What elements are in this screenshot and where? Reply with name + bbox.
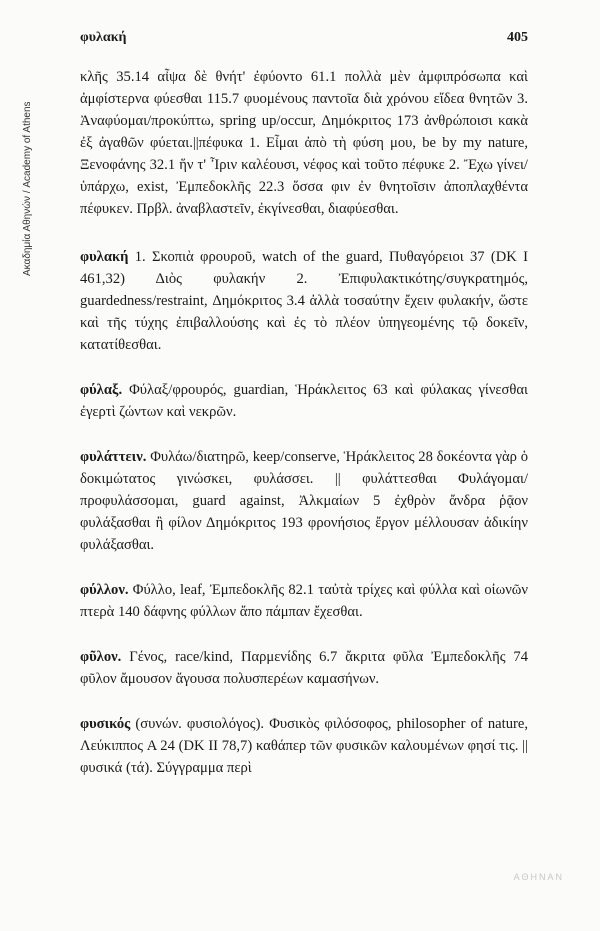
entry-lemma: φυσικός <box>80 716 131 732</box>
entry-text: 1. Σκοπιὰ φρουροῦ, watch of the guard, Πυθαγόρειοι 37 (DK I 461,32) Διὸς φυλακήν 2. Ἐπιφυλακτικότης/συγκρατημός, guardedness/restraint, Δημόκριτος 3.4 ἀλλὰ τοσαύτην ἔχειν φυλακήν, ὥστε καὶ τῆς τύχης ἐπιβαλλούσης καὶ ἐς τὸ πλέον ὑπηγεομένης τῷ δοκεῖν, κατατίθεσθαι. <box>80 249 528 353</box>
entry-text: (συνών. φυσιολόγος). Φυσικὸς φιλόσοφος, philosopher of nature, Λεύκιππος A 24 (DK II 78,7) καθάπερ τῶν φυσικῶν καλουμένων φησί τις. || φυσικά (τά). Σύγγραμμα περὶ <box>80 716 528 776</box>
entry-text: Φύλαξ/φρουρός, guardian, Ἡράκλειτος 63 καὶ φύλακας γίνεσθαι ἐγερτὶ ζώντων καὶ νεκρῶν. <box>80 382 528 420</box>
entry-fylattein <box>80 446 528 556</box>
entry-lemma: φῦλον. <box>80 649 122 665</box>
entry-text: Φυλάω/διατηρῶ, keep/conserve, Ἡράκλειτος 28 δοκέοντα γὰρ ὁ δοκιμώτατος γινώσκει, φυλάσσει. || φυλάττεσθαι Φυλάγομαι/προφυλάσσομαι, guard against, Ἀλκμαίων 5 ἐχθρὸν ἄνδρα ῥᾷον φυλάξασθαι ἢ φίλον Δημόκριτος 193 φρονήσιος ἔργον μέλλουσαν ἀδικίην φυλάξασθαι. <box>80 449 528 553</box>
entry-fyllon <box>80 579 528 623</box>
running-head <box>80 30 528 48</box>
page-number: 405 <box>507 30 528 45</box>
watermark: ΑΘΗΝΑΝ <box>513 872 564 882</box>
entry-text: Φύλλο, leaf, Ἐμπεδοκλῆς 82.1 ταὐτὰ τρίχες καὶ φύλλα καὶ οἰωνῶν πτερὰ 140 δάφνης φύλλων ἄπο πάμπαν ἔχεσθαι. <box>80 582 529 620</box>
entry-fylake <box>80 246 528 356</box>
entry-fylon <box>80 646 528 690</box>
entry-lemma: φύλαξ. <box>80 382 123 398</box>
entry-lemma: φυλακή <box>80 249 129 265</box>
running-head-word: φυλακή <box>80 30 127 45</box>
entry-lemma: φύλλον. <box>80 582 129 598</box>
entry-text: Γένος, race/kind, Παρμενίδης 6.7 ἄκριτα φῦλα Ἐμπεδοκλῆς 74 φῦλον ἄμουσον ἄγουσα πολυσπερέων καμασήνων. <box>80 649 528 687</box>
entry-fysikos <box>80 713 528 779</box>
entry-lemma: φυλάττειν. <box>80 449 147 465</box>
entry-text: κλῆς 35.14 αἶψα δὲ θνήτ' ἐφύοντο 61.1 πολλὰ μὲν ἀμφιπρόσωπα καὶ ἀμφίστερνα φύεσθαι 115.7 φυομένους παντοῖα διὰ χρόνου εἴδεα θνητῶν 3. Ἀναφύομαι/προκύπτω, spring up/occur, Δημόκριτος 173 ἀνθρώποισι κακὰ ἐξ ἀγαθῶν φύεται.||πέφυκα 1. Εἶμαι ἀπὸ τὴ φύση μου, be by my nature, Ξενοφάνης 32.1 ἥν τ' Ἶριν καλέουσι, νέφος καὶ τοῦτο πέφυκε 2. Ἔχω γίνει/ὑπάρχω, exist, Ἐμπεδοκλῆς 22.3 ὅσσα φιν ἐν θνητοῖσιν ἀποπλαχθέντα πέφυκεν. Πρβλ. ἀναβλαστεῖν, ἐκγίνεσθαι, διαφύεσθαι. <box>80 69 528 217</box>
entries-column <box>80 66 528 802</box>
entry-fylax <box>80 379 528 423</box>
side-credit-note: Ακαδημία Αθηνών / Academy of Athens <box>22 101 33 276</box>
entry-continued <box>80 66 528 220</box>
